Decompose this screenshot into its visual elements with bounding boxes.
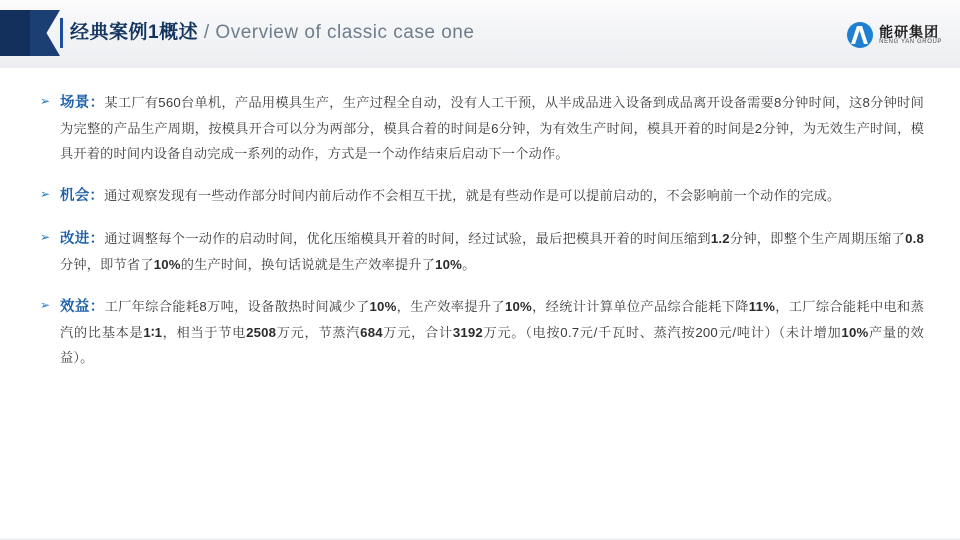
bullet-arrow-icon: ➢	[40, 187, 51, 201]
label-opportunity: 机会：	[60, 188, 105, 204]
text-scene: 某工厂有560台单机，产品用模具生产，生产过程全自动，没有人工干预，从半成品进入设备到成品离开设备需要8分钟时间，这8分钟时间为完整的产品生产周期，按模具开合可以分为两部分，模具合着的时间是6分钟，为有效生产时间，模具开着的时间是2分钟，为无效生产时间，模具开着的时间内设备自动完成一系列的动作，方式是一个动作结束后启动下一个动作。	[60, 95, 924, 161]
paragraph-benefit	[60, 294, 924, 370]
page-title	[70, 20, 474, 46]
slide-body	[0, 68, 960, 540]
bullet-arrow-icon: ➢	[40, 230, 51, 244]
content-block-opportunity	[38, 183, 924, 209]
logo-text	[879, 25, 942, 46]
content-block-scene	[38, 90, 924, 166]
bullet-arrow-icon: ➢	[40, 94, 51, 108]
content-block-improvement	[38, 226, 924, 277]
label-benefit: 效益：	[60, 299, 105, 315]
text-opportunity: 通过观察发现有一些动作部分时间内前后动作不会相互干扰，就是有些动作是可以提前启动的，不会影响前一个动作的完成。	[104, 188, 841, 203]
paragraph-scene	[60, 90, 924, 166]
slide-header	[0, 0, 960, 68]
content-block-benefit	[38, 294, 924, 370]
label-improvement: 改进：	[60, 231, 105, 247]
bullet-arrow-icon: ➢	[40, 298, 51, 312]
logo-name-cn: 能研集团	[879, 23, 940, 40]
title-accent-bar	[60, 18, 63, 48]
text-improvement: 通过调整每个一动作的启动时间，优化压缩模具开着的时间，经过试验，最后把模具开着的时间压缩到1.2分钟，即整个生产周期压缩了0.8分钟，即节省了10%的生产时间，换句话说就是生产效率提升了10%。	[60, 231, 924, 272]
page-title-en: / Overview of classic case one	[198, 22, 475, 43]
text-benefit: 工厂年综合能耗8万吨，设备散热时间减少了10%，生产效率提升了10%，经统计计算单位产品综合能耗下降11%，工厂综合能耗中电和蒸汽的比基本是1∶1，相当于节电2508万元，节蒸汽684万元，合计3192万元。（电按0.7元/千瓦时、蒸汽按200元/吨计）（未计增加10%产量的效益）。	[60, 299, 925, 365]
logo-mark-icon	[847, 22, 873, 48]
label-scene: 场景：	[60, 95, 105, 111]
company-logo	[847, 20, 942, 50]
logo-name-en: NENG YAN GROUP	[879, 39, 942, 46]
paragraph-improvement	[60, 226, 924, 277]
paragraph-opportunity	[60, 183, 924, 209]
page-title-cn: 经典案例1概述	[70, 22, 199, 43]
